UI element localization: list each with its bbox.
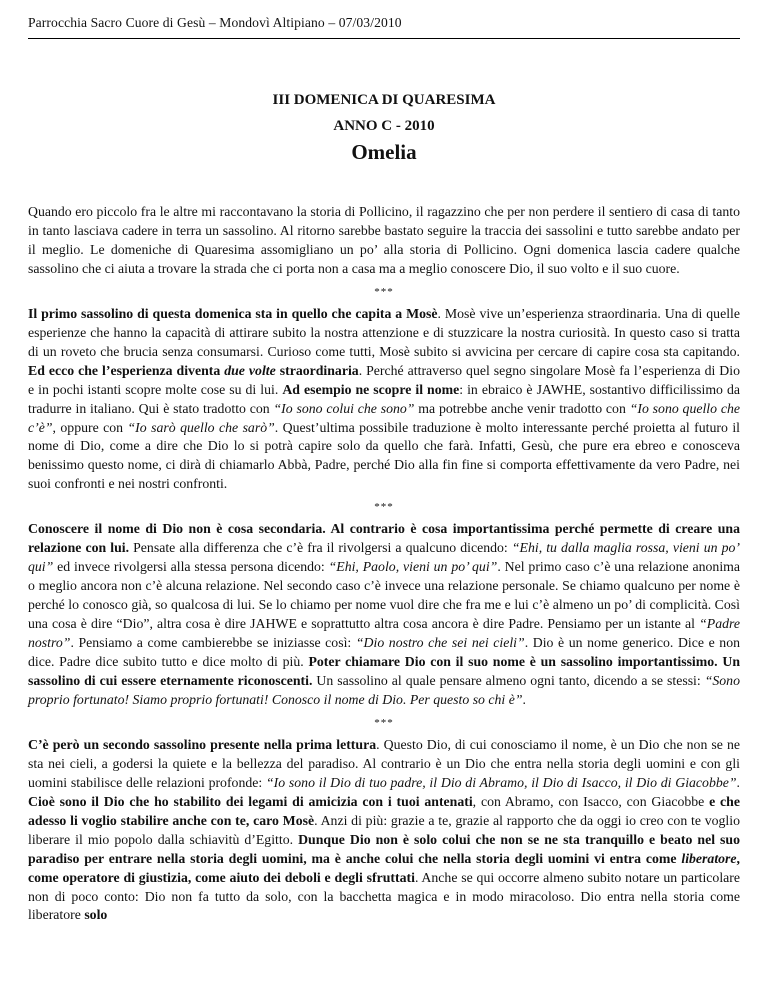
text-run: Dunque Dio non è solo colui che non se ne sta tranquillo e beato nel suo paradiso per entrare nella storia degli uomini, ma è anche colui che nella storia degli uomini vi entra come [28,831,740,866]
text-run: “Io sono il Dio di tuo padre, il Dio di Abramo, il Dio di Isacco, il Dio di Giacobbe” [265,774,737,790]
text-run: . Anzi di più: grazie a te, grazie al rapporto che da oggi io creo con te voglio liberare il mio popolo dalla schiavitù d’Egitto. [28,812,740,847]
text-run: liberatore [681,850,737,866]
text-run: : in ebraico è JAWHE, sostantivo difficilissimo da tradurre in italiano. Qui è stato tradotto con [28,381,740,416]
text-run: e che adesso li voglio stabilire anche con te, caro Mosè [28,793,740,828]
text-run: “Sono proprio fortunato! Siamo proprio fortunati! Conosco il nome di Dio. Per questo so chi è” [28,672,740,707]
text-run: “Io sono colui che sono” [273,400,415,416]
text-run: . Mosè vive un’esperienza straordinaria. Una di quelle esperienze che hanno la capacità di attirare subito la nostra attenzione e di stuzzicare la nostra curiosità. In questo caso si tratta di un roveto che brucia senza consumarsi. Curioso come tutti, Mosè subito si avvicina per cercare di capire cosa sta capitando. [28,305,740,359]
text-run: . Anche se qui occorre almeno subito notare un particolare non di poco conto: Dio non fa tutto da solo, con la bacchetta magica e in modo miracoloso. Dio entra nella storia come liberatore [28,869,740,923]
text-run: “Io sarò quello che sarò” [127,419,275,435]
text-run: “Dio nostro che sei nei cieli” [355,635,525,651]
paragraph-1: Quando ero piccolo fra le altre mi raccontavano la storia di Pollicino, il ragazzino che per non perdere il sentiero di casa di tanto in tanto lasciava cadere in terra un sassolino. Al ritorno sarebbe bastato seguire la traccia dei sassolini e tutto sarebbe andato per il meglio. Le domeniche di Quaresima assomigliano un po’ alla storia di Pollicino. Ogni domenica lascia cadere qualche sassolino che ci aiuta a trovare la strada che ci porta non a casa ma a meglio conoscere Dio, il suo volto e il suo cuore. [28,204,740,276]
text-run: Poter chiamare Dio con il suo nome è un sassolino importantissimo. Un sassolino di cui essere eternamente riconoscenti. [28,654,740,688]
text-run: Il primo sassolino di questa domenica sta in quello che capita a Mosè [28,305,438,321]
text-run: . Perché attraverso quel segno singolare Mosè fa l’esperienza di Dio e in pochi istanti scopre molte cose su di lui. [28,362,740,397]
text-run: “Ehi, tu dalla maglia rossa, vieni un po’ qui” [28,540,741,575]
text-run: Un sassolino al quale pensare almeno ogni tanto, dicendo a se stessi: [312,672,705,688]
text-run: . Pensiamo a come cambierebbe se iniziasse così: [70,635,356,651]
text-run: Conoscere il nome di Dio non è cosa secondaria. Al contrario è cosa importantissima perché permette di creare una relazione con lui. [28,521,740,556]
title-year: ANNO C - 2010 [333,118,435,134]
text-run: Cioè sono il Dio che ho stabilito dei legami di amicizia con i tuoi antenati [28,793,473,809]
text-run: Ad esempio ne scopre il nome [282,381,460,397]
section-separator: *** [374,501,394,514]
text-run: C’è però un secondo sassolino presente nella prima lettura [28,736,377,752]
text-run: , oppure con [52,419,128,435]
text-run: “Ehi, Paolo, vieni un po’ qui” [328,559,498,575]
text-run: . Nel primo caso c’è una relazione anonima o meglio ancora non c’è alcuna relazione. Nel secondo caso c’è invece una relazione personale. Se chiamo qualcuno per nome è perché lo conosco già, so qualcosa di lui. Se lo chiamo per nome vuol dire che fra me e lui c’è almeno un po’ di complicità. Così una cosa è dire “Dio”, altra cosa è dire JAHWE e soprattutto altra cosa ancora è dire Padre. Pensiamo per un istante al [28,559,741,632]
text-run: . Quest’ultima possibile traduzione è molto interessante perché proietta al futuro il nome di Dio, come a dire che Dio lo si potrà capire solo da quello che farà. Infatti, Gesù, che pure era ebreo e conosceva benissimo questo nome, ci dirà di chiamarlo Abbà, Padre, perché Dio alla fin fine si comporta effettivamente da vero Padre, nei suoi confronti e nei nostri confronti. [28,419,740,492]
text-run: straordinaria [275,362,359,378]
text-run: . Questo Dio, di cui conosciamo il nome, è un Dio che non se ne sta nei cieli, a godersi la quiete e la bellezza del paradiso. Al contrario è un Dio che entra nella storia degli uomini e con gli uomini stabilisce delle relazioni profonde: [28,736,741,790]
text-run: , con Abramo, con Isacco, con Giacobbe [472,793,710,809]
title-omelia: Omelia [351,140,417,164]
section-separator: *** [374,716,394,729]
text-run: solo [84,907,108,923]
text-run: . [522,691,526,707]
text-run: “Padre nostro” [28,616,740,651]
text-run: . Dio è un nome generico. Dice e non dice. Padre dice subito tutto e dice molto di più. [28,635,740,670]
text-run: Ed ecco che l’esperienza diventa [28,362,225,378]
homily-body [28,203,740,925]
text-run: . [736,774,740,790]
text-run: due volte [224,362,276,378]
paragraph-3 [28,520,740,710]
page-header: Parrocchia Sacro Cuore di Gesù – Mondovì Altipiano – 07/03/2010 [28,15,402,30]
text-run: “Io sono quello che c’è” [28,400,741,435]
header-divider [28,38,740,39]
text-run: , come operatore di giustizia, come aiuto dei deboli e degli sfruttati [28,850,740,885]
text-run: ed invece rivolgersi alla stessa persona dicendo: [53,559,329,575]
paragraph-2 [28,305,740,495]
paragraph-4 [28,736,740,926]
section-separator: *** [374,285,394,298]
text-run: Pensate alla differenza che c’è fra il rivolgersi a qualcuno dicendo: [129,540,512,556]
text-run: ma potrebbe anche venir tradotto con [414,400,630,416]
title-sunday: III DOMENICA DI QUARESIMA [272,92,496,108]
